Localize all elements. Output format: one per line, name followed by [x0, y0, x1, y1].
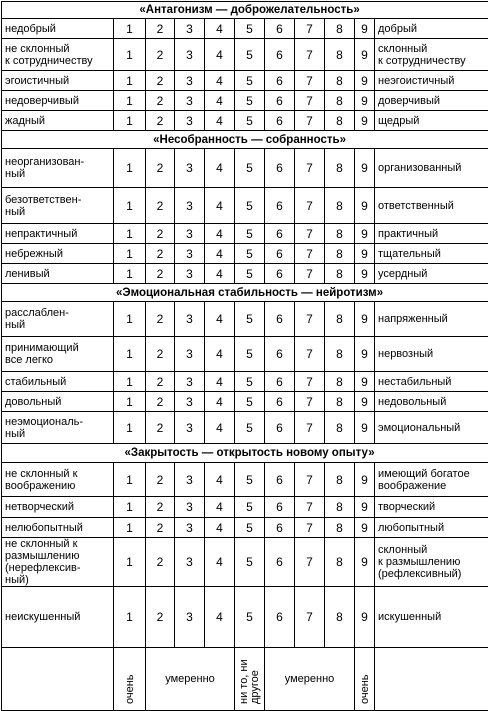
scale-option-7[interactable]: 7: [295, 392, 325, 412]
trait-row: [2, 392, 488, 412]
scale-option-6[interactable]: 6: [265, 111, 295, 131]
scale-option-9[interactable]: 9: [355, 497, 375, 518]
trait-row: [2, 337, 488, 372]
scale-option-4[interactable]: 4: [205, 111, 235, 131]
scale-option-6[interactable]: 6: [265, 538, 295, 587]
scale-option-3[interactable]: 3: [175, 302, 205, 337]
scale-option-6[interactable]: 6: [265, 463, 295, 497]
scale-option-7[interactable]: 7: [295, 19, 325, 39]
trait-right-label: нервозный: [375, 337, 488, 372]
scale-option-9[interactable]: 9: [355, 587, 375, 648]
scale-option-3[interactable]: 3: [175, 19, 205, 39]
scale-option-1[interactable]: 1: [114, 463, 146, 497]
scale-option-5[interactable]: 5: [235, 111, 265, 131]
trait-left-label: расслаблен- ный: [2, 302, 114, 337]
scale-option-4[interactable]: 4: [205, 538, 235, 587]
legend-very-right-text: очень: [360, 674, 371, 704]
trait-right-label: напряженный: [375, 302, 488, 337]
scale-option-6[interactable]: 6: [265, 518, 295, 538]
scale-option-3[interactable]: 3: [175, 111, 205, 131]
scale-option-8[interactable]: 8: [325, 337, 355, 372]
scale-option-5[interactable]: 5: [235, 587, 265, 648]
scale-option-5[interactable]: 5: [235, 19, 265, 39]
legend-neither-text: [239, 659, 261, 704]
scale-option-2[interactable]: 2: [146, 337, 175, 372]
scale-option-1[interactable]: 1: [114, 337, 146, 372]
legend-neither-line1: ни то, ни: [238, 659, 250, 704]
scale-option-9[interactable]: 9: [355, 71, 375, 91]
scale-option-8[interactable]: 8: [325, 91, 355, 111]
trait-row: [2, 111, 488, 131]
scale-option-7[interactable]: 7: [295, 111, 325, 131]
trait-row: [2, 244, 488, 264]
section-header-row: [2, 444, 488, 463]
trait-right-label: склонный к сотрудничеству: [375, 39, 488, 71]
scale-option-7[interactable]: 7: [295, 264, 325, 284]
scale-option-7[interactable]: 7: [295, 91, 325, 111]
scale-option-1[interactable]: 1: [114, 264, 146, 284]
scale-option-2[interactable]: 2: [146, 39, 175, 71]
scale-option-4[interactable]: 4: [205, 91, 235, 111]
scale-option-8[interactable]: 8: [325, 19, 355, 39]
scale-option-6[interactable]: 6: [265, 497, 295, 518]
scale-option-1[interactable]: 1: [114, 412, 146, 444]
scale-option-8[interactable]: 8: [325, 188, 355, 224]
scale-option-4[interactable]: 4: [205, 188, 235, 224]
trait-left-label: нетворческий: [2, 497, 114, 518]
scale-option-4[interactable]: 4: [205, 337, 235, 372]
scale-option-6[interactable]: 6: [265, 302, 295, 337]
scale-option-2[interactable]: 2: [146, 463, 175, 497]
trait-row: [2, 463, 488, 497]
trait-left-label: эгоистичный: [2, 71, 114, 91]
scale-option-4[interactable]: 4: [205, 587, 235, 648]
trait-right-label: нестабильный: [375, 372, 488, 392]
scale-option-8[interactable]: 8: [325, 463, 355, 497]
legend-moderate-left-text: умеренно: [146, 648, 234, 710]
trait-right-label: имеющий богатое воображение: [375, 463, 488, 497]
scale-option-3[interactable]: 3: [175, 91, 205, 111]
scale-option-9[interactable]: 9: [355, 188, 375, 224]
scale-option-2[interactable]: 2: [146, 149, 175, 188]
scale-option-3[interactable]: 3: [175, 497, 205, 518]
trait-left-label: неорганизован- ный: [2, 149, 114, 188]
legend-blank-left: [2, 648, 114, 711]
scale-option-9[interactable]: 9: [355, 19, 375, 39]
trait-left-label: неэмоциональ- ный: [2, 412, 114, 444]
trait-left-label: принимающий все легко: [2, 337, 114, 372]
scale-option-3[interactable]: 3: [175, 224, 205, 244]
trait-left-label: небрежный: [2, 244, 114, 264]
scale-option-5[interactable]: 5: [235, 372, 265, 392]
scale-option-5[interactable]: 5: [235, 224, 265, 244]
trait-right-label: любопытный: [375, 518, 488, 538]
scale-option-3[interactable]: 3: [175, 71, 205, 91]
scale-option-3[interactable]: 3: [175, 518, 205, 538]
scale-option-6[interactable]: 6: [265, 188, 295, 224]
scale-option-2[interactable]: 2: [146, 538, 175, 587]
scale-option-9[interactable]: 9: [355, 91, 375, 111]
scale-option-1[interactable]: 1: [114, 19, 146, 39]
scale-option-6[interactable]: 6: [265, 19, 295, 39]
scale-option-4[interactable]: 4: [205, 497, 235, 518]
scale-option-9[interactable]: 9: [355, 244, 375, 264]
scale-option-3[interactable]: 3: [175, 264, 205, 284]
scale-option-1[interactable]: 1: [114, 587, 146, 648]
trait-right-label: добрый: [375, 19, 488, 39]
trait-row: [2, 149, 488, 188]
scale-option-2[interactable]: 2: [146, 19, 175, 39]
scale-option-3[interactable]: 3: [175, 587, 205, 648]
scale-option-6[interactable]: 6: [265, 372, 295, 392]
scale-option-5[interactable]: 5: [235, 244, 265, 264]
legend-neither: [235, 648, 265, 711]
trait-row: [2, 264, 488, 284]
trait-right-label: неэгоистичный: [375, 71, 488, 91]
trait-row: [2, 39, 488, 71]
scale-option-1[interactable]: 1: [114, 302, 146, 337]
trait-row: [2, 372, 488, 392]
scale-option-6[interactable]: 6: [265, 264, 295, 284]
legend-moderate-right: [265, 648, 355, 711]
scale-option-6[interactable]: 6: [265, 587, 295, 648]
scale-option-9[interactable]: 9: [355, 39, 375, 71]
scale-option-1[interactable]: 1: [114, 372, 146, 392]
scale-option-8[interactable]: 8: [325, 587, 355, 648]
scale-option-1[interactable]: 1: [114, 497, 146, 518]
scale-option-1[interactable]: 1: [114, 149, 146, 188]
scale-option-9[interactable]: 9: [355, 111, 375, 131]
scale-option-6[interactable]: 6: [265, 39, 295, 71]
trait-row: [2, 518, 488, 538]
scale-option-4[interactable]: 4: [205, 19, 235, 39]
scale-option-4[interactable]: 4: [205, 372, 235, 392]
scale-option-6[interactable]: 6: [265, 244, 295, 264]
trait-left-label: не склонный к сотрудничеству: [2, 39, 114, 71]
scale-option-2[interactable]: 2: [146, 188, 175, 224]
scale-option-2[interactable]: 2: [146, 518, 175, 538]
trait-row: [2, 188, 488, 224]
scale-option-3[interactable]: 3: [175, 337, 205, 372]
scale-option-4[interactable]: 4: [205, 463, 235, 497]
scale-option-8[interactable]: 8: [325, 111, 355, 131]
scale-option-1[interactable]: 1: [114, 244, 146, 264]
trait-right-label: организованный: [375, 149, 488, 188]
scale-option-8[interactable]: 8: [325, 71, 355, 91]
scale-option-2[interactable]: 2: [146, 392, 175, 412]
scale-option-4[interactable]: 4: [205, 224, 235, 244]
scale-option-4[interactable]: 4: [205, 392, 235, 412]
scale-option-7[interactable]: 7: [295, 302, 325, 337]
trait-left-label: нелюбопытный: [2, 518, 114, 538]
legend-very-left-text: очень: [125, 674, 136, 704]
scale-option-8[interactable]: 8: [325, 224, 355, 244]
legend-neither-wrap: [235, 648, 264, 710]
scale-option-3[interactable]: 3: [175, 463, 205, 497]
rating-table-body: [2, 2, 488, 711]
scale-option-4[interactable]: 4: [205, 518, 235, 538]
scale-option-7[interactable]: 7: [295, 587, 325, 648]
scale-option-5[interactable]: 5: [235, 538, 265, 587]
scale-option-1[interactable]: 1: [114, 538, 146, 587]
scale-option-4[interactable]: 4: [205, 412, 235, 444]
scale-option-7[interactable]: 7: [295, 412, 325, 444]
scale-option-2[interactable]: 2: [146, 412, 175, 444]
scale-option-1[interactable]: 1: [114, 392, 146, 412]
trait-left-label: непрактичный: [2, 224, 114, 244]
scale-option-8[interactable]: 8: [325, 497, 355, 518]
trait-right-label: склонный к размышлению (рефлексивный): [375, 538, 488, 587]
scale-option-3[interactable]: 3: [175, 244, 205, 264]
scale-option-5[interactable]: 5: [235, 392, 265, 412]
scale-option-4[interactable]: 4: [205, 244, 235, 264]
trait-right-label: усердный: [375, 264, 488, 284]
scale-option-8[interactable]: 8: [325, 39, 355, 71]
scale-option-7[interactable]: 7: [295, 149, 325, 188]
scale-option-9[interactable]: 9: [355, 372, 375, 392]
legend-very-left-wrap: [114, 648, 145, 710]
scale-option-2[interactable]: 2: [146, 264, 175, 284]
scale-option-7[interactable]: 7: [295, 39, 325, 71]
scale-option-2[interactable]: 2: [146, 497, 175, 518]
scale-option-4[interactable]: 4: [205, 39, 235, 71]
scale-option-5[interactable]: 5: [235, 264, 265, 284]
legend-neither-line2: другое: [249, 670, 261, 704]
legend-very-right: [355, 648, 375, 711]
scale-option-9[interactable]: 9: [355, 412, 375, 444]
trait-left-label: не склонный к размышлению (нерефлексив- ный): [2, 538, 114, 587]
scale-option-3[interactable]: 3: [175, 392, 205, 412]
scale-option-6[interactable]: 6: [265, 392, 295, 412]
section-title: «Закрытость — открытость новому опыту»: [2, 444, 488, 463]
scale-option-1[interactable]: 1: [114, 39, 146, 71]
scale-option-7[interactable]: 7: [295, 518, 325, 538]
scale-option-1[interactable]: 1: [114, 224, 146, 244]
scale-option-8[interactable]: 8: [325, 392, 355, 412]
scale-option-1[interactable]: 1: [114, 91, 146, 111]
scale-option-7[interactable]: 7: [295, 538, 325, 587]
scale-option-3[interactable]: 3: [175, 412, 205, 444]
scale-option-5[interactable]: 5: [235, 71, 265, 91]
scale-option-3[interactable]: 3: [175, 188, 205, 224]
scale-option-2[interactable]: 2: [146, 91, 175, 111]
trait-right-label: ответственный: [375, 188, 488, 224]
scale-option-3[interactable]: 3: [175, 538, 205, 587]
legend-very-left: [114, 648, 146, 711]
trait-left-label: недобрый: [2, 19, 114, 39]
trait-left-label: недоверчивый: [2, 91, 114, 111]
scale-option-1[interactable]: 1: [114, 188, 146, 224]
scale-option-8[interactable]: 8: [325, 244, 355, 264]
rating-table: [1, 1, 488, 711]
scale-legend-row: [2, 648, 488, 711]
trait-right-label: недовольный: [375, 392, 488, 412]
section-title: «Антагонизм — доброжелательность»: [2, 2, 488, 19]
trait-right-label: доверчивый: [375, 91, 488, 111]
trait-right-label: тщательный: [375, 244, 488, 264]
scale-option-8[interactable]: 8: [325, 538, 355, 587]
trait-row: [2, 19, 488, 39]
trait-row: [2, 497, 488, 518]
scale-option-8[interactable]: 8: [325, 149, 355, 188]
scale-option-9[interactable]: 9: [355, 518, 375, 538]
scale-option-5[interactable]: 5: [235, 302, 265, 337]
scale-option-9[interactable]: 9: [355, 302, 375, 337]
scale-option-9[interactable]: 9: [355, 337, 375, 372]
scale-option-6[interactable]: 6: [265, 91, 295, 111]
legend-moderate-right-text: умеренно: [265, 648, 354, 710]
scale-option-2[interactable]: 2: [146, 302, 175, 337]
trait-right-label: творческий: [375, 497, 488, 518]
legend-moderate-left: [146, 648, 235, 711]
trait-left-label: не склонный к воображению: [2, 463, 114, 497]
scale-option-5[interactable]: 5: [235, 149, 265, 188]
trait-right-label: практичный: [375, 224, 488, 244]
scale-option-7[interactable]: 7: [295, 244, 325, 264]
scale-option-2[interactable]: 2: [146, 244, 175, 264]
scale-option-8[interactable]: 8: [325, 264, 355, 284]
scale-option-8[interactable]: 8: [325, 302, 355, 337]
trait-right-label: щедрый: [375, 111, 488, 131]
legend-blank-right: [375, 648, 488, 711]
trait-right-label: искушенный: [375, 587, 488, 648]
scale-option-7[interactable]: 7: [295, 337, 325, 372]
scale-option-5[interactable]: 5: [235, 188, 265, 224]
scale-option-2[interactable]: 2: [146, 372, 175, 392]
trait-row: [2, 412, 488, 444]
scale-option-2[interactable]: 2: [146, 111, 175, 131]
scale-option-3[interactable]: 3: [175, 149, 205, 188]
section-title: «Эмоциональная стабильность — нейротизм»: [2, 284, 488, 302]
scale-option-7[interactable]: 7: [295, 497, 325, 518]
section-header-row: [2, 284, 488, 302]
trait-left-label: стабильный: [2, 372, 114, 392]
scale-option-2[interactable]: 2: [146, 71, 175, 91]
scale-option-6[interactable]: 6: [265, 71, 295, 91]
scale-option-7[interactable]: 7: [295, 224, 325, 244]
scale-option-5[interactable]: 5: [235, 412, 265, 444]
scale-option-9[interactable]: 9: [355, 149, 375, 188]
section-header-row: [2, 131, 488, 149]
trait-left-label: безответствен- ный: [2, 188, 114, 224]
scale-option-5[interactable]: 5: [235, 497, 265, 518]
scale-option-8[interactable]: 8: [325, 372, 355, 392]
scale-option-5[interactable]: 5: [235, 518, 265, 538]
scale-option-6[interactable]: 6: [265, 224, 295, 244]
trait-row: [2, 302, 488, 337]
scale-option-9[interactable]: 9: [355, 392, 375, 412]
scale-option-4[interactable]: 4: [205, 71, 235, 91]
scale-option-8[interactable]: 8: [325, 412, 355, 444]
scale-option-4[interactable]: 4: [205, 264, 235, 284]
trait-right-label: эмоциональный: [375, 412, 488, 444]
trait-left-label: неискушенный: [2, 587, 114, 648]
scale-option-1[interactable]: 1: [114, 111, 146, 131]
scale-option-3[interactable]: 3: [175, 39, 205, 71]
scale-option-5[interactable]: 5: [235, 463, 265, 497]
trait-left-label: жадный: [2, 111, 114, 131]
scale-option-6[interactable]: 6: [265, 337, 295, 372]
scale-option-6[interactable]: 6: [265, 412, 295, 444]
scale-option-2[interactable]: 2: [146, 587, 175, 648]
scale-option-1[interactable]: 1: [114, 518, 146, 538]
scale-option-3[interactable]: 3: [175, 372, 205, 392]
scale-option-9[interactable]: 9: [355, 264, 375, 284]
section-title: «Несобранность — собранность»: [2, 131, 488, 149]
trait-row: [2, 71, 488, 91]
trait-row: [2, 224, 488, 244]
section-header-row: [2, 2, 488, 19]
scale-option-4[interactable]: 4: [205, 302, 235, 337]
scale-option-6[interactable]: 6: [265, 149, 295, 188]
trait-row: [2, 538, 488, 587]
scale-option-5[interactable]: 5: [235, 39, 265, 71]
scale-option-9[interactable]: 9: [355, 463, 375, 497]
scale-option-5[interactable]: 5: [235, 337, 265, 372]
scale-option-9[interactable]: 9: [355, 224, 375, 244]
scale-option-8[interactable]: 8: [325, 518, 355, 538]
scale-option-1[interactable]: 1: [114, 71, 146, 91]
scale-option-5[interactable]: 5: [235, 91, 265, 111]
trait-row: [2, 587, 488, 648]
scale-option-7[interactable]: 7: [295, 188, 325, 224]
trait-left-label: ленивый: [2, 264, 114, 284]
scale-option-7[interactable]: 7: [295, 71, 325, 91]
scale-option-4[interactable]: 4: [205, 149, 235, 188]
questionnaire-sheet: [1, 1, 487, 711]
trait-row: [2, 91, 488, 111]
scale-option-9[interactable]: 9: [355, 538, 375, 587]
scale-option-7[interactable]: 7: [295, 463, 325, 497]
scale-option-2[interactable]: 2: [146, 224, 175, 244]
legend-very-right-wrap: [355, 648, 374, 710]
scale-option-7[interactable]: 7: [295, 372, 325, 392]
trait-left-label: довольный: [2, 392, 114, 412]
